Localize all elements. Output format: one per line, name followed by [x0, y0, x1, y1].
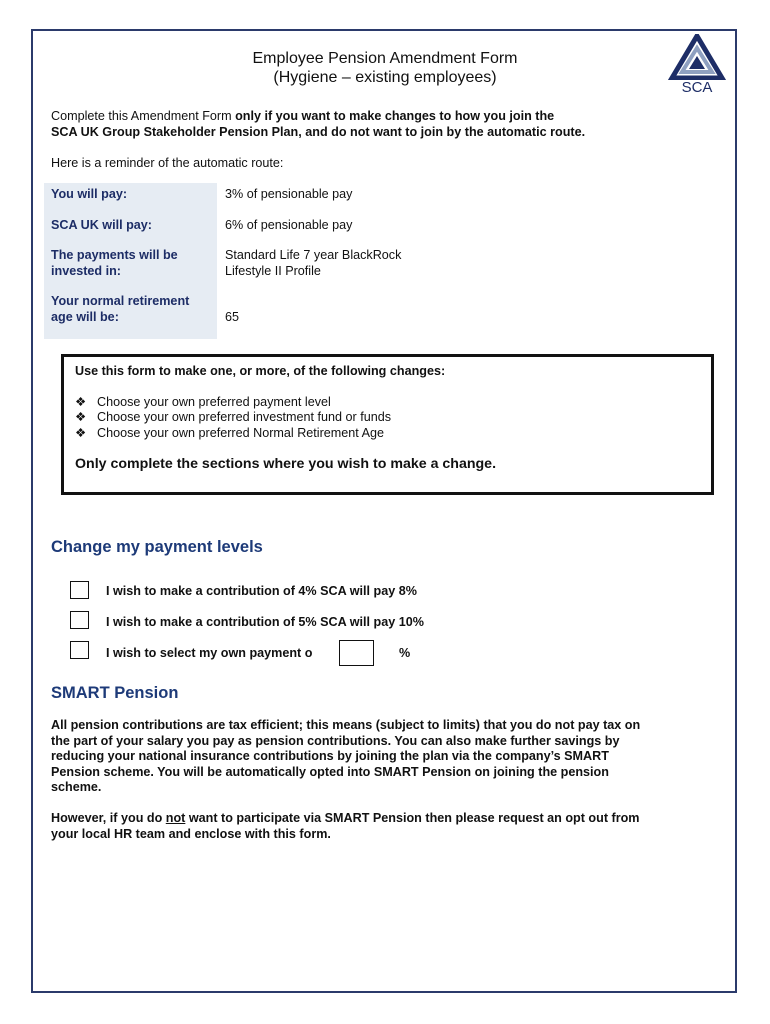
- route-value-you-pay: 3% of pensionable pay: [225, 187, 353, 201]
- diamond-bullet-icon: ❖: [75, 426, 87, 440]
- page-border: [31, 29, 737, 993]
- opt-out-not: not: [165, 811, 186, 825]
- own-payment-input[interactable]: [339, 640, 374, 666]
- smart-line: reducing your national insurance contributions by joining the plan via the company’s SMART: [51, 749, 609, 763]
- route-label-retirement-2: age will be:: [51, 310, 119, 324]
- contribution-4-checkbox[interactable]: [70, 581, 89, 599]
- route-label-sca-pay: SCA UK will pay:: [51, 218, 152, 232]
- smart-pension-paragraph: [51, 718, 723, 796]
- changes-item: [75, 394, 331, 410]
- smart-line: scheme.: [51, 780, 102, 794]
- route-value-sca-pay: 6% of pensionable pay: [225, 218, 353, 232]
- contribution-5-label: I wish to make a contribution of 5% SCA will pay 10%: [106, 615, 424, 629]
- own-payment-label: I wish to select my own payment o: [106, 646, 313, 660]
- own-payment-checkbox[interactable]: [70, 641, 89, 659]
- route-label-invested-1: The payments will be: [51, 248, 178, 262]
- smart-line: the part of your salary you pay as pension contributions. You can also make further savings by: [51, 733, 620, 748]
- percent-sign: %: [399, 646, 411, 660]
- opt-out-paragraph: [51, 811, 723, 842]
- opt-out-line-2: your local HR team and enclose with this form.: [51, 826, 331, 841]
- form-subtitle: (Hygiene – existing employees): [273, 69, 497, 86]
- changes-item-text: Choose your own preferred payment level: [97, 395, 331, 409]
- intro-line-1: [51, 108, 554, 124]
- intro-normal: Complete this Amendment Form: [51, 109, 236, 123]
- intro-bold: only if you want to make changes to how you join the: [235, 109, 555, 123]
- sca-logo: [668, 34, 726, 96]
- changes-item-text: Choose your own preferred Normal Retirement Age: [97, 426, 384, 440]
- changes-item: [75, 409, 391, 425]
- changes-item: [75, 425, 384, 441]
- diamond-bullet-icon: ❖: [75, 410, 87, 424]
- smart-pension-heading: SMART Pension: [51, 684, 179, 702]
- diamond-bullet-icon: ❖: [75, 395, 87, 409]
- changes-item-text: Choose your own preferred investment fund or funds: [97, 410, 392, 424]
- route-label-you-pay: You will pay:: [51, 187, 128, 201]
- route-label-retirement-1: Your normal retirement: [51, 294, 190, 308]
- opt-out-pre: However, if you do: [51, 811, 166, 825]
- route-value-retirement: 65: [225, 310, 240, 324]
- form-title: Employee Pension Amendment Form: [252, 50, 518, 67]
- sca-triangle-icon: [668, 34, 726, 80]
- contribution-5-checkbox[interactable]: [70, 611, 89, 629]
- reminder-text: Here is a reminder of the automatic route:: [51, 156, 284, 170]
- smart-line: Pension scheme. You will be automatically opted into SMART Pension on joining the pension: [51, 764, 609, 779]
- payment-levels-heading: Change my payment levels: [51, 538, 263, 556]
- changes-note: Only complete the sections where you wish to make a change.: [75, 456, 497, 472]
- logo-text: SCA: [681, 79, 713, 96]
- opt-out-post: want to participate via SMART Pension then please request an opt out from: [185, 811, 640, 825]
- smart-line: All pension contributions are tax efficient; this means (subject to limits) that you do not pay tax on: [51, 718, 641, 732]
- changes-heading: Use this form to make one, or more, of the following changes:: [75, 364, 446, 378]
- route-label-invested-2: invested in:: [51, 264, 121, 278]
- opt-out-line-1: [51, 811, 723, 827]
- intro-line-2: SCA UK Group Stakeholder Pension Plan, and do not want to join by the automatic route.: [51, 125, 586, 139]
- route-value-invested-1: Standard Life 7 year BlackRock: [225, 248, 402, 262]
- route-value-invested-2: Lifestyle II Profile: [225, 264, 321, 278]
- contribution-4-label: I wish to make a contribution of 4% SCA will pay 8%: [106, 584, 417, 598]
